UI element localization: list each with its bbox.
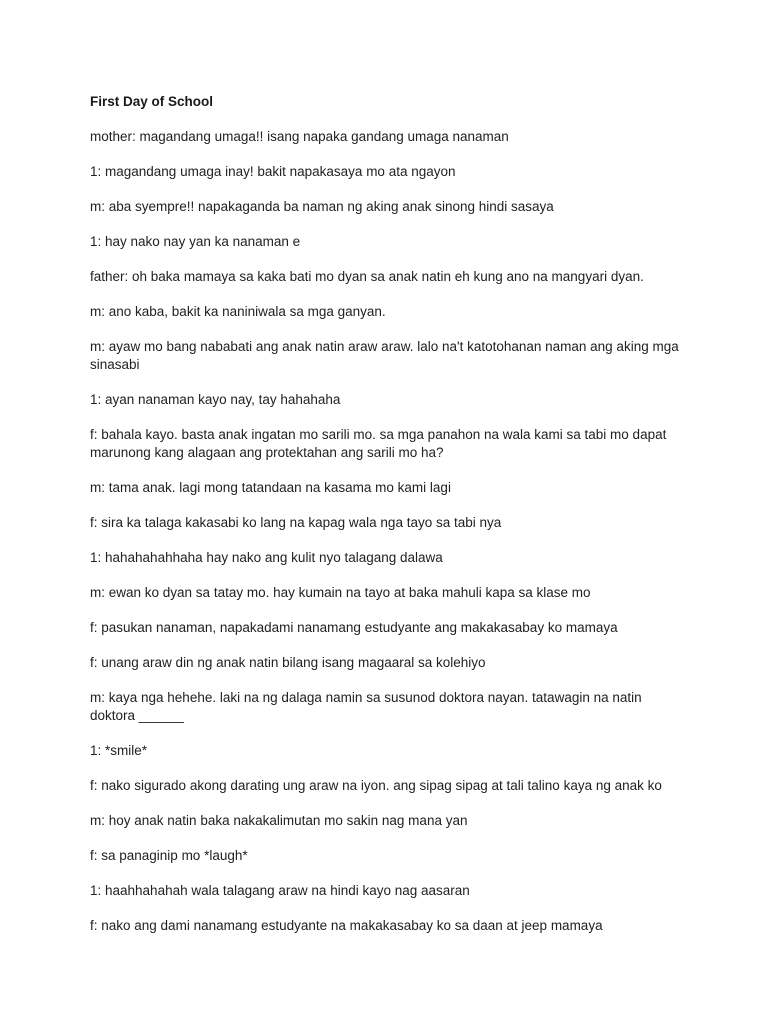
dialogue-line: f: nako ang dami nanamang estudyante na makakasabay ko sa daan at jeep mamaya (90, 918, 603, 933)
dialogue-line: m: tama anak. lagi mong tatandaan na kasama mo kami lagi (90, 480, 451, 495)
dialogue-line: m: ano kaba, bakit ka naniniwala sa mga ganyan. (90, 304, 386, 319)
document-body (90, 93, 690, 952)
dialogue-line: mother: magandang umaga!! isang napaka gandang umaga nanaman (90, 129, 509, 144)
dialogue-line: m: aba syempre!! napakaganda ba naman ng aking anak sinong hindi sasaya (90, 199, 554, 214)
dialogue-line: m: ayaw mo bang nababati ang anak natin araw araw. lalo na't katotohanan naman ang aking mga sinasabi (90, 339, 683, 372)
dialogue-line: f: unang araw din ng anak natin bilang isang magaaral sa kolehiyo (90, 655, 486, 670)
document-title: First Day of School (90, 94, 214, 109)
dialogue-line: m: hoy anak natin baka nakakalimutan mo sakin nag mana yan (90, 813, 468, 828)
dialogue-line: 1: hahahahahhaha hay nako ang kulit nyo talagang dalawa (90, 550, 443, 565)
dialogue-line: f: pasukan nanaman, napakadami nanamang estudyante ang makakasabay ko mamaya (90, 620, 618, 635)
dialogue-line: 1: magandang umaga inay! bakit napakasaya mo ata ngayon (90, 164, 456, 179)
dialogue-line: f: bahala kayo. basta anak ingatan mo sarili mo. sa mga panahon na wala kami sa tabi mo dapat marunong kang alagaan ang protektahan ang sarili mo ha? (90, 427, 671, 460)
dialogue-line: father: oh baka mamaya sa kaka bati mo dyan sa anak natin eh kung ano na mangyari dyan. (90, 269, 644, 284)
dialogue-line: 1: haahhahahah wala talagang araw na hindi kayo nag aasaran (90, 883, 470, 898)
dialogue-line: f: nako sigurado akong darating ung araw na iyon. ang sipag sipag at tali talino kaya ng anak ko (90, 778, 662, 793)
dialogue-line: m: ewan ko dyan sa tatay mo. hay kumain na tayo at baka mahuli kapa sa klase mo (90, 585, 591, 600)
dialogue-line: 1: *smile* (90, 743, 148, 758)
dialogue-line: f: sa panaginip mo *laugh* (90, 848, 248, 863)
dialogue-line: 1: hay nako nay yan ka nanaman e (90, 234, 301, 249)
dialogue-line: 1: ayan nanaman kayo nay, tay hahahaha (90, 392, 341, 407)
dialogue-line: f: sira ka talaga kakasabi ko lang na kapag wala nga tayo sa tabi nya (90, 515, 502, 530)
dialogue-line: m: kaya nga hehehe. laki na ng dalaga namin sa susunod doktora nayan. tatawagin na natin doktora ______ (90, 690, 646, 723)
